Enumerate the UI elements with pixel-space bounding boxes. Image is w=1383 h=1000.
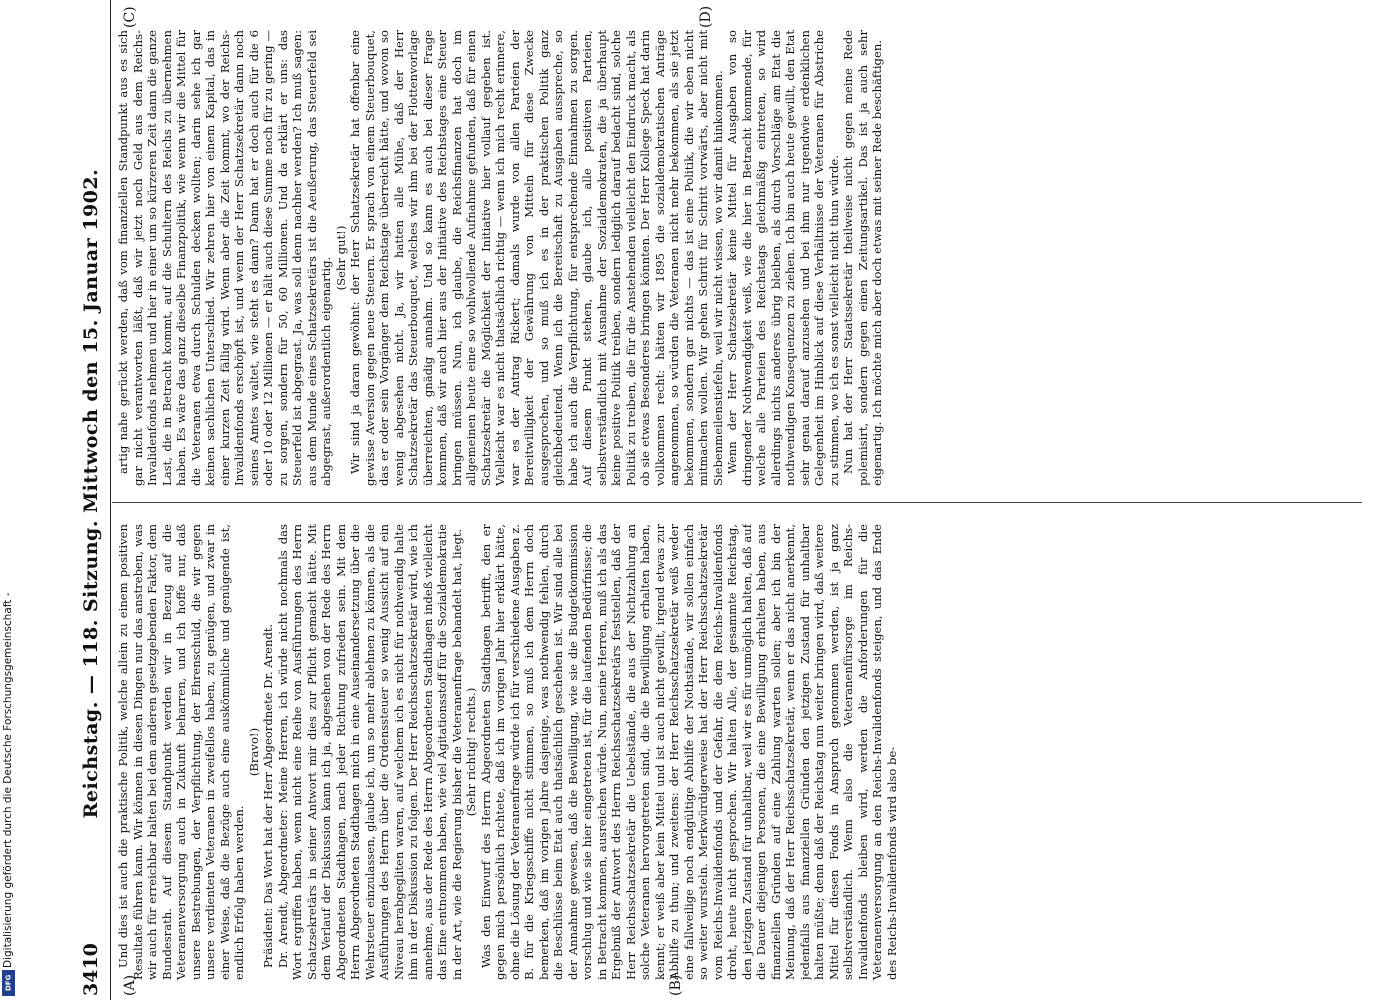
page-title: Reichstag. — 118. Sitzung. Mittwoch den 15. Januar 1902. <box>80 168 102 819</box>
left-column <box>116 524 1362 980</box>
column-divider <box>112 502 1362 503</box>
paragraph: Wir sind ja daran gewöhnt: der Herr Schatzsekretär hat offenbar eine gewisse Aversion gegen neue Steuern. Er sprach von einem Steuerbouquet, das er oder sein Vorgänger dem Reichstage überreicht hätte, und wovon so wenig abgesehen nicht. Ja, wir hatten alle Mühe, daß der Herr Schatzsekretär das Steuerbouquet, welches wir ihm bei der Flottenvorlage überreichten, gnädig annahm. Und so kann es auch bei dieser Frage kommen, daß wir auch hier aus der Initiative des Reichstages eine Steuer bringen müssen. Nun, ich glaube, die Reichsfinanzen hat doch im allgemeinen heute eine so wohlwollende Aufnahme gefunden, daß für einen Schatzsekretär die Möglichkeit der Initiative hier vollauf gegeben ist. Vielleicht war es nicht thatsächlich richtig — wenn ich mich recht erinnere, war es der Antrag Rickert; damals wurde von allen Parteien der Bereitwilligkeit der Gewährung von Mitteln für diese Zwecke ausgesprochen, und so muß ich es in der praktischen Politik ganz gleichbedeutend. Wenn ich die Bereitschaft zu Ausgaben ausspreche, so habe ich auch die Verpflichtung, für entsprechende Einnahmen zu sorgen. Auf diesem Punkt stehen, glaube ich, alle positiven Parteien, selbstverständlich mit Ausnahme der Sozialdemokraten, die ja überhaupt keine positive Politik treiben, sondern lediglich darauf bedacht sind, solche Politik zu treiben, die für die Anstehenden vielleicht den Eindruck macht, als ob sie etwas Besonderes bringen könnten. Der Herr Kollege Speck hat darin vollkommen recht: hätten wir 1895 die sozialdemokratischen Anträge angenommen, so würden die Veteranen nicht mehr bekommen, als sie jetzt bekommen, sondern gar nichts — das ist eine Politik, die wir eben nicht mitmachen wollen. Wir gehen Schritt für Schritt vorwärts, aber nicht mit Siebenmeilenstiefeln, weil wir nicht wissen, wo wir damit hinkommen. <box>348 30 725 486</box>
paragraph: artig nahe gerückt werden, daß vom finanziellen Standpunkt aus es sich gar nicht verantworten läßt, daß wir jetzt noch Geld aus dem Reichs-Invalidenfonds nehmen und hier in einer um so kürzeren Zeit dann die ganze Last, die in Betracht kommt, auf die Schultern des Reichs zu übernehmen haben. Es wäre das ganz dieselbe Finanzpolitik, wie wenn wir die Mittel für die Veteranen etwa durch Schulden decken wollten; darin sehe ich gar keinen sachlichen Unterschied. Wir zehren hier von einem Kapital, das in einer kurzen Zeit fällig wird. Wenn aber die Zeit kommt, wo der Reichs-Invalidenfonds erschöpft ist, und wenn der Herr Schatzsekretär dann noch seines Amtes waltet, wie steht es dann? Dann hat er doch auch für die 6 oder 10 oder 12 Millionen — er hält auch diese Summe noch für zu gering — zu sorgen, sondern für 50, 60 Millionen. Und da erklärt er uns: das Steuerfeld ist abgegrast. Ja, was soll denn nachher werden? Ich muß sagen: aus dem Munde eines Schatzsekretärs ist die Aeußerung, das Steuerfeld sei abgegrast, außerordentlich eigenartig. <box>116 30 333 486</box>
margin-mark-b: (B) <box>668 974 684 996</box>
reaction: (Bravo!) <box>246 727 261 777</box>
page-number: 3410 <box>80 943 102 996</box>
footer-credit: Digitalisierung gefördert durch die Deutsche Forschungsgemeinschaft - <box>2 592 14 968</box>
page-header <box>74 0 108 1000</box>
document-page <box>68 0 1368 1000</box>
digitization-footer <box>2 0 16 1000</box>
paragraph: Wenn der Herr Schatzsekretär keine Mittel für Ausgaben von so dringender Nothwendigkeit weiß, wie die hier in Betracht kommende, für welche alle Parteien des Reichstags gleichmäßig eintreten, so wird allerdings nichts anderes übrig bleiben, als durch Vorschläge am Etat die nothwendigen Konsequenzen zu ziehen. Ich bin auch heute gewillt, den Etat sehr genau darauf anzusehen und bei ihm nur irgendwie erdenklichen Gelegenheit im Hinblick auf diese Verhältnisse der Veteranen für Abstriche zu stimmen, wo ich es sonst vielleicht nicht thun würde. <box>725 30 841 486</box>
reaction: (Sehr richtig! rechts.) <box>464 687 478 817</box>
paragraph: Was den Einwurf des Herrn Abgeordneten Stadthagen betrifft, den er gegen mich persönlich richtete, daß ich im vorigen Jahr hier erklärt hätte, ohne die Lösung der Veteranenfrage würde ich für verschiedene Ausgaben z. B. für die Kriegsschiffe nicht stimmen, so muß ich dem Herrn doch bemerken, daß im vorigen Jahre dasjenige, was nothwendig fehlen, durch die Beschlüsse beim Etat auch thatsächlich geschehen ist. Wir sind alle bei der Annahme gewesen, daß die Bewilligung, wie sie die Budgetkommission vorschlug und wie sie hier eingetreten ist, für die laufenden Bedürfnisse; die in Betracht kommen, ausreichen würde. Nun, meine Herren, muß ich als das Ergebniß der Antwort des Herrn Reichsschatzsekretärs feststellen, daß der Herr Reichsschatzsekretär die Uebelstände, die aus der Nichtzahlung an solche Veteranen hervorgetreten sind, die die Bewilligung erhalten haben, kennt; er weiß aber kein Mittel und ist auch nicht gewillt, irgend etwas zur Abhilfe zu thun; und zweitens: der Herr Reichsschatzsekretär weiß weder eine fallweilige noch endgültige Abhilfe der Nothstände, wir sollen einfach so weiter wursteln. Merkwürdigerweise hat der Herr Reichsschatzsekretär vom Reichs-Invalidenfonds und der Gefahr, die dem Reichs-Invalidenfonds droht, heute nicht gesprochen. Wir halten Alle, der gesammte Reichstag, den jetzigen Zustand für unhaltbar, weil wir es für unmöglich halten, daß auf die Dauer diejenigen Personen, die eine Bewilligung erhalten haben, aus finanziellen Gründen auf eine Zahlung warten sollen; aber ich bin der Meinung, daß der Herr Reichsschatzsekretär, wenn er das nicht anerkennt, jedenfalls aus finanziellen Gründen den jetzigen Zustand für unhaltbar halten müßte; denn daß der Reichstag nun weiter bringen wird, daß weitere Mittel für diesen Fonds in Anspruch genommen werden, ist ja ganz selbstverständlich. Wenn also die Veteranenfürsorge im Reichs-Invalidenfonds bleiben wird, werden die Anforderungen für die Veteranenversorgung an den Reichs-Invalidenfonds steigen, und das Ende des Reichs-Invalidenfonds wird also be- <box>478 524 899 980</box>
paragraph: Nun hat der Herr Staatssekretär theilweise nicht gegen meine Rede polemisirt, sondern gegen einen Zeitungsartikel. Das ist ja auch sehr eigenartig. Ich möchte mich aber doch etwas mit seiner Rede beschäftigen. <box>841 30 884 486</box>
margin-mark-c: (C) <box>122 6 138 28</box>
reaction: (Sehr gut!) <box>333 225 348 291</box>
rotated-scan <box>68 0 1368 1000</box>
right-column <box>116 30 1362 486</box>
header-rule <box>110 0 111 1000</box>
margin-mark-a: (A) <box>122 974 138 996</box>
paragraph: Dr. Arendt, Abgeordneter: Meine Herren, ich würde nicht nochmals das Wort ergriffen haben, wenn nicht eine Reihe von Ausführungen des Herrn Schatzsekretärs in seiner Antwort mir dies zur Pflicht gemacht hätte. Mit dem Verlauf der Diskussion kann ich ja, abgesehen von der Rede des Herrn Abgeordneten Stadthagen, nach jeder Richtung zufrieden sein. Mit dem Herrn Abgeordneten Stadthagen mich in eine Auseinandersetzung über die Wehrsteuer einzulassen, glaube ich, um so mehr ablehnen zu können, als die Ausführungen des Herrn über die Ordenssteuer so wenig Aussicht auf ein Niveau herabgegliten waren, auf welchem ich es nicht für nothwendig halte ihm in der Diskussion zu folgen. Der Herr Reichsschatzsekretär wird, wie ich annehme, aus der Rede des Herrn Abgeordneten Stadthagen indeß vielleicht das Eine entnommen haben, wie viel Agitationsstoff für die Sozialdemokratie in der Art, wie die Regierung bisher die Veteranenfrage behandelt hat, liegt. <box>275 524 464 980</box>
margin-mark-d: (D) <box>698 5 714 28</box>
paragraph: Präsident: Das Wort hat der Herr Abgeordnete Dr. Arendt. <box>261 623 275 968</box>
paragraph: Und dies ist auch die praktische Politik, welche allein zu einem positiven Resultate führen kann. Wir können in diesen Dingen nur das anstreben, was wir auch für erreichbar halten bei dem anderen gesetzgebenden Faktor, dem Bundesrath. Auf diesem Standpunkt werden wir in Bezug auf die Veteranenversorgung auch in Zukunft beharren, und ich hoffe nur, daß unsere Bestrebungen, der Verpflichtung, der Ehrenschuld, die wir gegen unsere verdienten Veteranen in zweifellos haben, zu genügen, und zwar in einer Weise, daß die Bezüge auch eine auskömmliche und genügende ist, endlich Erfolg haben werden. <box>116 524 246 980</box>
dfg-logo: DFG <box>2 970 15 996</box>
